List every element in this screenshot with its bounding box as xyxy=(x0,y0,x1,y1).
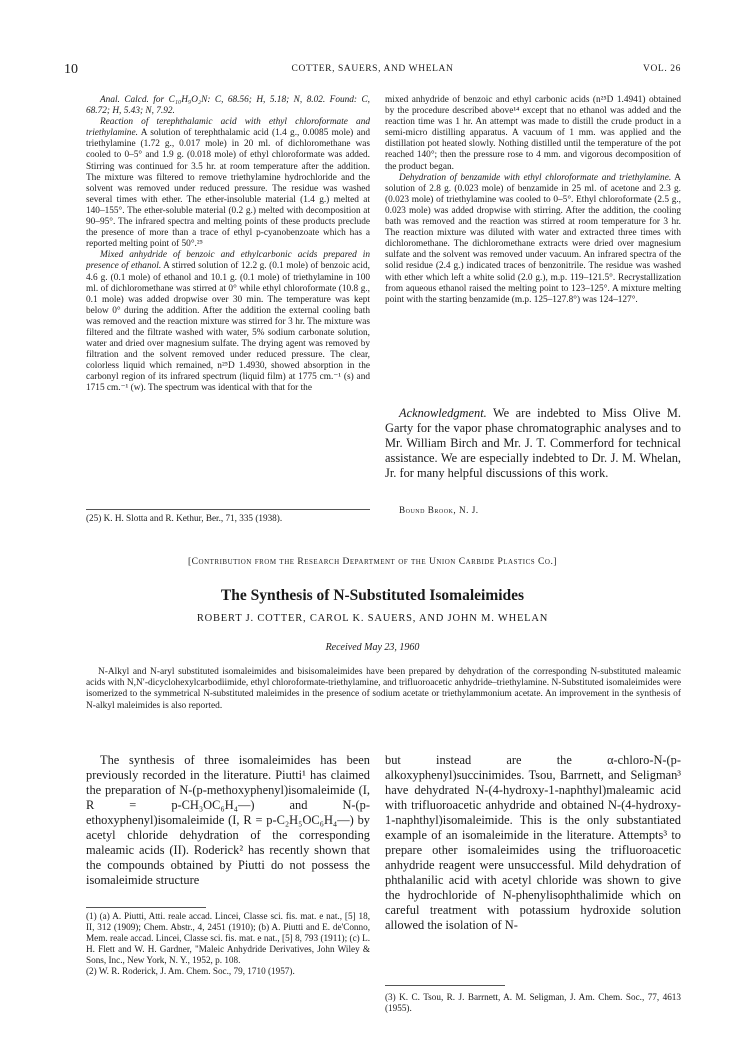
prev-article-left-column xyxy=(86,95,370,507)
mixed-anhydride-paragraph xyxy=(86,250,370,394)
page-number: 10 xyxy=(64,62,78,77)
running-head: COTTER, SAUERS, AND WHELAN xyxy=(291,64,454,74)
reaction-text: A solution of terephthalamic acid (1.4 g., 0.0085 mole) and triethylamine (1.72 g., 0.017 mole) in 20 ml. of dichloromethane was cooled to 0–5° and 1.9 g. (0.018 mole) of ethyl chloroformate was added. Stirring was continued for 3.5 hr. at room temperature after the addition. The mixture was filtered to remove triethylamine hydrochloride and the solvent was removed under reduced pressure. The residue was washed several times with ether. The ether-insoluble material (1.4 g.) melted at 140–155°. The ether-soluble material (0.2 g.) melted with decomposition at 90–95°. The infrared spectra and melting points of these products preclude the presence of more than a trace of ethyl p-cyanobenzoate which has a reported melting point of 50°.²⁵ xyxy=(86,128,370,250)
acknowledgment-text: We are indebted to Miss Olive M. Garty for the vapor phase chromatographic analyses and to Mr. William Birch and Mr. J. T. Commerford for technical assistance. We are especially indebted to Dr. J. M. Whelan, Jr. for many helpful discussions of this work. xyxy=(385,406,681,480)
footnote-rule-left-top xyxy=(86,509,370,510)
article-authors: ROBERT J. COTTER, CAROL K. SAUERS, AND JOHN M. WHELAN xyxy=(196,613,549,624)
running-header xyxy=(64,62,681,78)
continuation-paragraph: mixed anhydride of benzoic and ethyl carbonic acids (n²⁵D 1.4941) obtained by the procedure described above¹⁴ except that no ethanol was added and the reaction time was 1 hr. An attempt was made to distill the crude product in a semi-micro distilling apparatus. A vacuum of 1 mm. was applied and the distillation pot heated slowly. Nothing distilled until the temperature of the pot reached 140°; then the pressure rose to 4 mm. and vigorous decomposition of the product began. xyxy=(385,95,681,172)
acknowledgment-heading: Acknowledgment. xyxy=(399,406,487,420)
signoff-block xyxy=(385,505,681,523)
intro-paragraph: The synthesis of three isomaleimides has been previously recorded in the literature. Piutti¹ has claimed the preparation of N-(p-methoxyphenyl)isomaleimide (I, R = p-CH₃OC₆H₄—) and N-(p-ethoxyphenyl)isomaleimide (I, R = p-C₂H₅OC₆H₄—) by acetyl chloride dehydration of the corresponding maleamic acids (II). Roderick² has recently shown that the compounds obtained by Piutti do not possess the isomaleimide structure xyxy=(86,753,370,887)
footnote-25: (25) K. H. Slotta and R. Kethur, Ber., 71, 335 (1938). xyxy=(86,513,283,523)
article-title: The Synthesis of N-Substituted Isomaleimides xyxy=(220,587,525,604)
contribution-line: [Contribution from the Research Department of the Union Carbide Plastics Co.] xyxy=(188,557,557,567)
acknowledgment-block xyxy=(385,406,681,498)
body-left-footnotes xyxy=(86,911,370,1031)
analysis-paragraph: Anal. Calcd. for C₁₀H₉O₂N: C, 68.56; H, 5.18; N, 8.02. Found: C, 68.72; H, 5.43; N, 7.92. xyxy=(86,95,370,117)
signoff-location: Bound Brook, N. J. xyxy=(399,505,479,515)
dehydration-text: A solution of 2.8 g. (0.023 mole) of benzamide in 25 ml. of acetone and 2.3 g. (0.023 mole) of triethylamine was cooled to 0–5°. Ethyl chloroformate (2.5 g., 0.023 mole) was added dropwise with stirring. After the addition, the cooling bath was removed and the reaction was stirred at room temperature for 3 hr. The reaction mixture was diluted with water and extracted three times with dichloromethane. The dichloromethane extracts were dried over magnesium sulfate and the solvent was removed under vacuum. An infrared spectra of the solid residue (2.4 g.) indicated traces of benzonitrile. The residue was washed with ether which left a white solid (2.0 g.), m.p. 119–121.5°. Recrystallization from aqueous ethanol raised the melting point to 123–125°. A mixture melting point with the starting benzamide (m.p. 125–127.8°) was 124–127°. xyxy=(385,172,681,305)
acknowledgment-paragraph xyxy=(385,406,681,481)
article-abstract: N-Alkyl and N-aryl substituted isomaleimides and bisisomaleimides have been prepared by dehydration of the corresponding N-substituted maleamic acids with N,N′-dicyclohexylcarbodiimide, ethyl chloroformate-triethylamine, and trifluoroacetic anhydride–triethylamine. N-Substituted isomaleimides were isomerized to the symmetrical N-substituted maleimides in the presence of sodium acetate or triethylammonium acetate. An improvement in the synthesis of N-alkyl maleimides is also reported. xyxy=(86,667,681,711)
body-left-column xyxy=(86,753,370,903)
prev-article-right-column xyxy=(385,95,681,385)
mixed-anhydride-text: A stirred solution of 12.2 g. (0.1 mole) of benzoic acid, 4.6 g. (0.1 mole) of ethanol and 10.1 g. (0.1 mole) of triethylamine in 100 ml. of dichloromethane was stirred at 0° while ethyl chloroformate (10.8 g., 0.1 mole) was added dropwise over 30 min. The temperature was kept below 0° during the addition. After the addition the external cooling bath was removed and the reaction mixture was stirred for 3 hr. The mixture was filtered and the filtrate washed with water, 5% sodium carbonate solution, water and dried over magnesium sulfate. The drying agent was removed by filtration and the solvent removed under reduced pressure. The clear, colorless liquid which remained, n²⁵D 1.4930, showed absorption in the carbonyl region of its infrared spectrum (liquid film) at 1775 cm.⁻¹ (s) and 1715 cm.⁻¹ (w). The spectrum was identical with that for the xyxy=(86,261,370,394)
received-date: Received May 23, 1960 xyxy=(325,642,420,653)
footnote-rule-right xyxy=(385,985,505,986)
volume-label: VOL. 26 xyxy=(643,64,681,74)
body-right-column xyxy=(385,753,681,978)
body-right-footnotes xyxy=(385,992,681,1022)
reaction-paragraph xyxy=(86,117,370,250)
reaction-heading: Reaction of terephthalamic acid with ethyl chloroformate and triethylamine. xyxy=(86,117,370,139)
mixed-anhydride-heading: Mixed anhydride of benzoic and ethylcarbonic acids prepared in presence of ethanol. xyxy=(86,250,370,272)
footnote-3: (3) K. C. Tsou, R. J. Barrnett, A. M. Seligman, J. Am. Chem. Soc., 77, 4613 (1955). xyxy=(385,992,681,1013)
intro-continuation-paragraph: but instead are the α-chloro-N-(p-alkoxyphenyl)succinimides. Tsou, Barrnett, and Seligman³ have dehydrated N-(4-hydroxy-1-naphthyl)maleamic acid with trifluoroacetic anhydride and obtained N-(4-hydroxy-1-naphthyl)isomaleimide. This is the only substantiated example of an isomaleimide in the literature. Attempts³ to prepare other isomaleimides using the trifluoroacetic anhydride reagent were unsuccessful. Mild dehydration of phthalanilic acid with acetyl chloride was shown to give the hydrochloride of N-phenylisophthalimide which on careful treatment with potassium hydroxide solution allowed the isolation of N- xyxy=(385,753,681,932)
dehydration-heading: Dehydration of benzamide with ethyl chloroformate and triethylamine. xyxy=(399,172,672,183)
footnote-rule-left xyxy=(86,907,206,908)
dehydration-paragraph xyxy=(385,173,681,306)
footnote-2: (2) W. R. Roderick, J. Am. Chem. Soc., 79, 1710 (1957). xyxy=(86,966,295,976)
footnote-1: (1) (a) A. Piutti, Atti. reale accad. Lincei, Classe sci. fis. mat. e nat., [5] 18, II, 312 (1909); Chem. Abstr., 4, 2451 (1910); (b) A. Piutti and E. de'Conno, Mem. reale accad. Lincei, Classe sci. fis. mat. e nat., [5] 8, 793 (1911); (c) L. H. Flett and W. H. Gardner, "Maleic Anhydride Derivatives, John Wiley & Sons, Inc., New York, N. Y., 1952, p. 108. xyxy=(86,911,370,965)
